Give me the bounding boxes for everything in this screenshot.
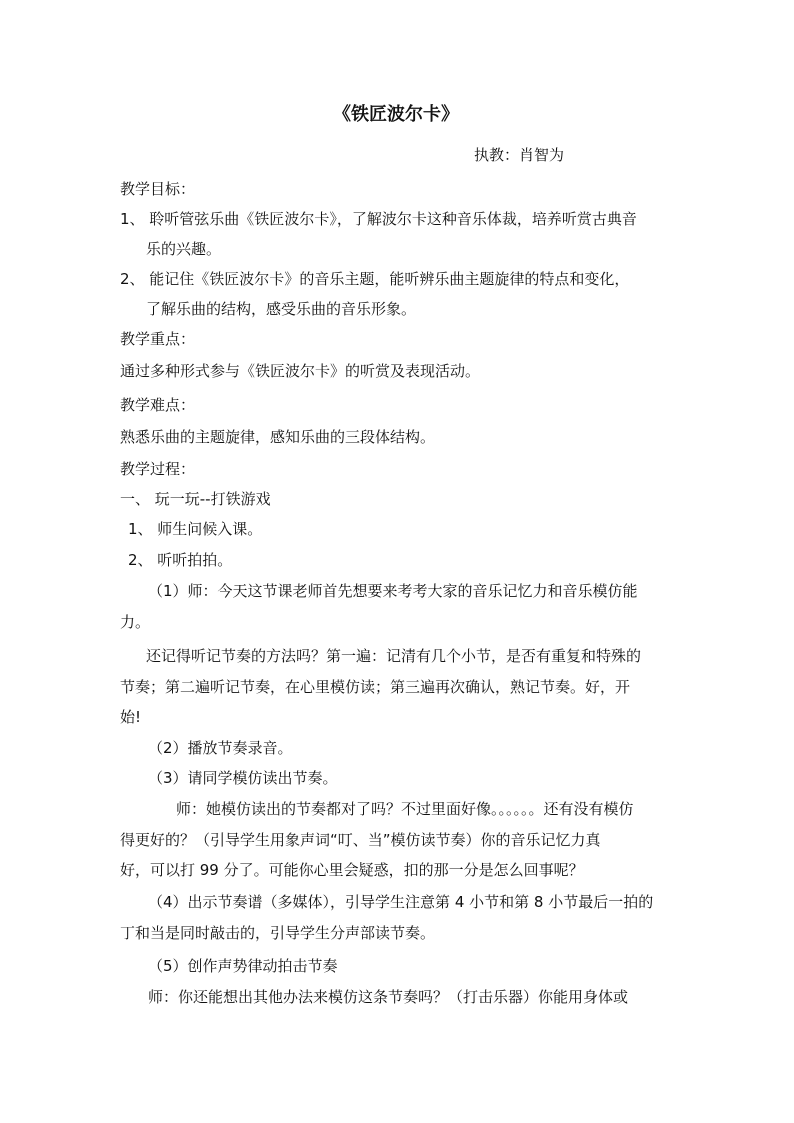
body-line: 师：你还能想出其他办法来模仿这条节奏吗？（打击乐器）你能用身体或 bbox=[148, 988, 629, 1006]
body-line: 2、 能记住《铁匠波尔卡》的音乐主题，能听辨乐曲主题旋律的特点和变化， bbox=[120, 270, 630, 288]
body-line: 好，可以打 99 分了。可能你心里会疑惑，扣的那一分是怎么回事呢？ bbox=[120, 861, 584, 879]
body-line: 通过多种形式参与《铁匠波尔卡》的听赏及表现活动。 bbox=[120, 362, 481, 380]
list-item: 一、 玩一玩--打铁游戏 bbox=[120, 490, 271, 508]
body-line: 丁和当是同时敲击的，引导学生分声部读节奏。 bbox=[120, 924, 436, 942]
list-item: 1、 师生问候入课。 bbox=[128, 520, 263, 538]
list-item: 2、 听听拍拍。 bbox=[128, 551, 233, 569]
teacher-line: 执教：肖智为 bbox=[474, 146, 565, 164]
body-line: （4）出示节奏谱（多媒体），引导学生注意第 4 小节和第 8 小节最后一拍的 bbox=[148, 893, 654, 911]
body-line: （2）播放节奏录音。 bbox=[148, 739, 293, 757]
section-heading: 教学过程： bbox=[120, 460, 196, 478]
section-heading: 教学目标： bbox=[120, 180, 196, 198]
section-heading: 教学难点： bbox=[120, 396, 196, 414]
section-heading: 教学重点： bbox=[120, 330, 196, 348]
body-line: 1、 聆听管弦乐曲《铁匠波尔卡》，了解波尔卡这种音乐体裁，培养听赏古典音 bbox=[120, 210, 637, 228]
doc-title: 《铁匠波尔卡》 bbox=[333, 104, 459, 125]
body-line: 得更好的？（引导学生用象声词“叮、当”模仿读节奏）你的音乐记忆力真 bbox=[120, 831, 601, 849]
body-line: （1）师：今天这节课老师首先想要来考考大家的音乐记忆力和音乐模仿能 bbox=[148, 582, 638, 600]
body-line: 熟悉乐曲的主题旋律，感知乐曲的三段体结构。 bbox=[120, 428, 436, 446]
body-line: （3）请同学模仿读出节奏。 bbox=[148, 769, 338, 787]
body-line: 还记得听记节奏的方法吗？第一遍：记清有几个小节，是否有重复和特殊的 bbox=[146, 647, 642, 665]
body-line: 师：她模仿读出的节奏都对了吗？不过里面好像。。。。。。还有没有模仿 bbox=[176, 800, 634, 818]
body-line: 乐的兴趣。 bbox=[146, 240, 222, 258]
body-line: （5）创作声势律动拍击节奏 bbox=[148, 957, 338, 975]
body-line: 力。 bbox=[120, 613, 151, 631]
body-line: 始! bbox=[120, 708, 142, 726]
body-line: 了解乐曲的结构，感受乐曲的音乐形象。 bbox=[146, 300, 417, 318]
body-line: 节奏；第二遍听记节奏，在心里模仿读；第三遍再次确认，熟记节奏。好，开 bbox=[120, 678, 631, 696]
